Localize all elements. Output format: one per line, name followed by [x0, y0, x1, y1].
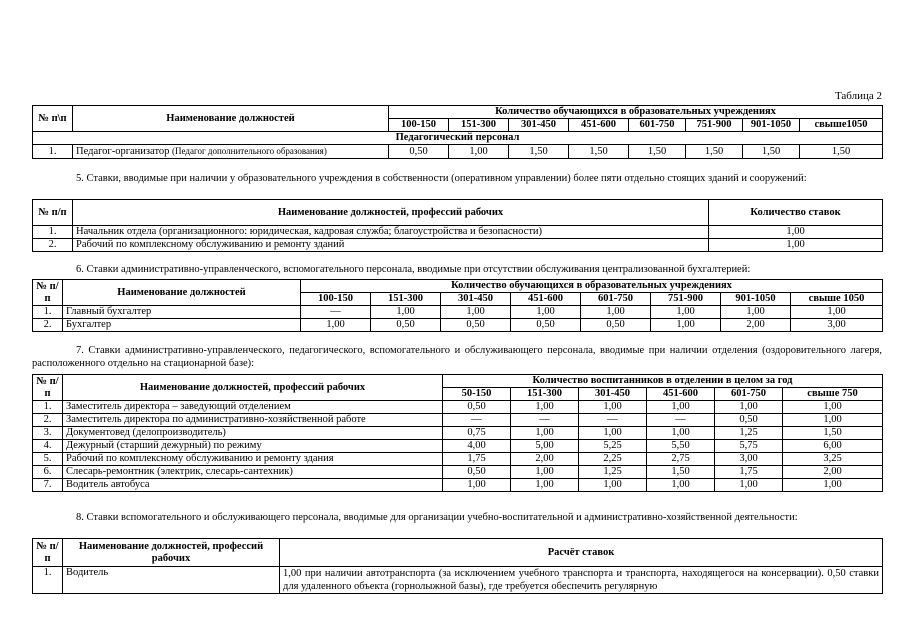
table-row: 3. Документовед (делопроизводитель) 0,75 1,00 1,00 1,00 1,25 1,50 — [33, 427, 883, 440]
col-header-range: свыше 750 — [783, 388, 883, 401]
col-header-range: свыше 1050 — [791, 293, 883, 306]
col-header-num: № п/п — [33, 375, 63, 401]
col-header-calc: Расчёт ставок — [280, 539, 883, 567]
col-header-range: свыше1050 — [800, 119, 883, 132]
table-row: 2. Рабочий по комплексному обслуживанию и ремонту зданий 1,00 — [33, 239, 883, 252]
table-row: 5. Рабочий по комплексному обслуживанию и ремонту здания 1,75 2,00 2,25 2,75 3,00 3,25 — [33, 453, 883, 466]
col-header-name: Наименование должностей, профессий рабочих — [63, 539, 280, 567]
table-branch-staff — [32, 374, 883, 492]
col-header-count: Количество ставок — [709, 200, 883, 226]
table-accounting-staff — [32, 279, 883, 332]
col-header-range: 451-600 — [511, 293, 581, 306]
paragraph-6: 6. Ставки административно-управленческого, вспомогательного персонала, вводимые при отсутствии обслуживания централизованной бухгалтерией: — [76, 264, 751, 275]
table-support-staff — [32, 538, 883, 594]
paragraph-5: 5. Ставки, вводимые при наличии у образовательного учреждения в собственности (оперативном управлении) более пяти отдельно стоящих зданий и сооружений: — [76, 173, 807, 184]
col-header-name: Наименование должностей, профессий рабочих — [63, 375, 443, 401]
col-header-range: 301-450 — [441, 293, 511, 306]
col-header-range: 151-300 — [449, 119, 509, 132]
table-row: 1. Начальник отдела (организационного: юридическая, кадровая служба; благоустройства и безопасности) 1,00 — [33, 226, 883, 239]
col-header-group: Количество обучающихся в образовательных учреждениях — [389, 106, 883, 119]
position-note: (Педагог дополнительного образования) — [172, 146, 327, 156]
col-header-range: 100-150 — [389, 119, 449, 132]
paragraph-7: 7. Ставки административно-управленческого, педагогического, вспомогательного и обслуживающего персонала, вводимые при наличии отделения (оздоровительного лагеря, расположенного отдельно на стационарной базе): — [32, 345, 882, 369]
col-header-num: № п\п — [33, 106, 73, 132]
col-header-range: 451-600 — [647, 388, 715, 401]
paragraph-8: 8. Ставки вспомогательного и обслуживающего персонала, вводимые для организации учебно-воспитательной и административно-хозяйственной деятельности: — [76, 512, 798, 523]
col-header-name: Наименование должностей — [73, 106, 389, 132]
section-header: Педагогический персонал — [33, 132, 883, 145]
col-header-range: 751-900 — [651, 293, 721, 306]
col-header-range: 301-450 — [579, 388, 647, 401]
col-header-group: Количество воспитанников в отделении в целом за год — [443, 375, 883, 388]
col-header-range: 151-300 — [511, 388, 579, 401]
col-header-range: 601-750 — [581, 293, 651, 306]
table-row: 2. Заместитель директора по административно-хозяйственной работе — — — — 0,50 1,00 — [33, 414, 883, 427]
col-header-num: № п/п — [33, 280, 63, 306]
table-row: 2. Бухгалтер 1,00 0,50 0,50 0,50 0,50 1,00 2,00 3,00 — [33, 319, 883, 332]
col-header-num: № п/п — [33, 539, 63, 567]
col-header-range: 100-150 — [301, 293, 371, 306]
col-header-range: 151-300 — [371, 293, 441, 306]
table-row: 1. Главный бухгалтер — 1,00 1,00 1,00 1,00 1,00 1,00 1,00 — [33, 306, 883, 319]
table-row: 1. Заместитель директора – заведующий отделением 0,50 1,00 1,00 1,00 1,00 1,00 — [33, 401, 883, 414]
position-name: Педагог-организатор — [76, 146, 170, 157]
table-pedagogical-staff — [32, 105, 883, 159]
col-header-range: 50-150 — [443, 388, 511, 401]
col-header-range: 451-600 — [569, 119, 629, 132]
table-row: 7. Водитель автобуса 1,00 1,00 1,00 1,00 1,00 1,00 — [33, 479, 883, 492]
table-row: 4. Дежурный (старший дежурный) по режиму 4,00 5,00 5,25 5,50 5,75 6,00 — [33, 440, 883, 453]
col-header-group: Количество обучающихся в образовательных учреждениях — [301, 280, 883, 293]
col-header-num: № п/п — [33, 200, 73, 226]
col-header-name: Наименование должностей — [63, 280, 301, 306]
table-row: 1. Водитель 1,00 при наличии автотранспорта (за исключением учебного транспорта и транспорта, находящегося на консервации). 0,50 ставки для удаленного объекта (горнолыжной базы), где требуется обеспечить регулярную — [33, 567, 883, 594]
col-header-name: Наименование должностей, профессий рабочих — [73, 200, 709, 226]
col-header-range: 901-1050 — [721, 293, 791, 306]
col-header-range: 901-1050 — [743, 119, 800, 132]
table-buildings-staff — [32, 199, 883, 252]
table-row: 1. Педагог-организатор (Педагог дополнительного образования) 0,50 1,00 1,50 1,50 1,50 1,50 1,50 1,50 — [33, 145, 883, 159]
table-caption: Таблица 2 — [834, 90, 882, 102]
table-row: 6. Слесарь-ремонтник (электрик, слесарь-сантехник) 0,50 1,00 1,25 1,50 1,75 2,00 — [33, 466, 883, 479]
col-header-range: 751-900 — [686, 119, 743, 132]
col-header-range: 601-750 — [715, 388, 783, 401]
col-header-range: 601-750 — [629, 119, 686, 132]
col-header-range: 301-450 — [509, 119, 569, 132]
